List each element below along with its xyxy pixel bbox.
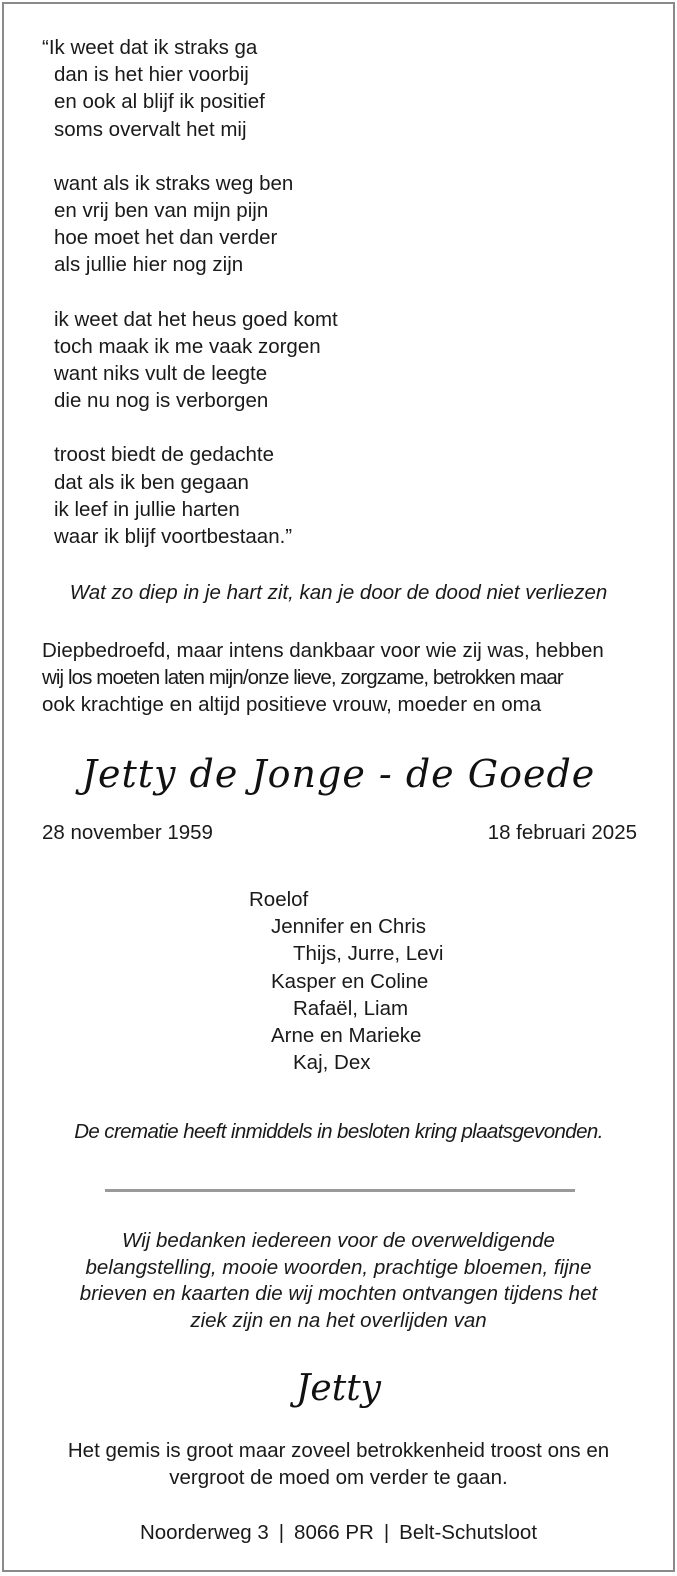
poem-line: ik leef in jullie harten [54,497,240,521]
thanks-message [4,1228,673,1334]
birth-date: 28 november 1959 [42,821,213,844]
closing-line: vergroot de moed om verder te gaan. [169,1465,508,1489]
motto: Wat zo diep in je hart zit, kan je door de dood niet verliezen [69,581,608,604]
closing-line: Het gemis is groot maar zoveel betrokkenheid troost ons en [67,1439,610,1462]
address-street: Noorderweg 3 [139,1521,269,1544]
thanks-line: Wij bedanken iedereen voor de overweldigende [122,1229,555,1252]
poem-line: want niks vult de leegte [54,362,268,386]
address-city: Belt-Schutsloot [399,1521,538,1544]
family-member: Rafaël, Liam [293,996,409,1020]
address-postal-code: 8066 PR [294,1521,374,1544]
cremation-notice: De crematie heeft inmiddels in besloten kring plaatsgevonden. [74,1120,603,1143]
poem-line: want als ik straks weg ben [54,171,294,195]
deceased-full-name: Jetty de Jonge - de Goede [81,752,596,796]
closing-message [4,1438,673,1491]
poem-line: dan is het hier voorbij [54,63,249,87]
address-separator: | [278,1521,285,1544]
address [4,1521,673,1545]
poem-line: dat als ik ben gegaan [54,470,249,494]
poem-line: troost biedt de gedachte [54,443,274,467]
divider [105,1189,575,1192]
poem-line: en vrij ben van mijn pijn [54,199,269,223]
poem-line: waar ik blijf voortbestaan.” [54,525,293,549]
death-date: 18 februari 2025 [487,821,637,844]
announcement [42,637,642,719]
poem-line: en ook al blijf ik positief [54,90,265,114]
announcement-line: wij los moeten laten mijn/onze lieve, zorgzame, betrokken maar [42,666,563,690]
family-member: Thijs, Jurre, Levi [293,942,444,966]
poem-line: die nu nog is verborgen [54,389,269,413]
poem-stanza [42,170,642,279]
obituary-card [2,2,675,1572]
announcement-line: Diepbedroefd, maar intens dankbaar voor wie zij was, hebben [42,639,604,662]
poem-line: als jullie hier nog zijn [54,253,244,277]
thanks-line: belangstelling, mooie woorden, prachtige bloemen, fijne [85,1255,592,1279]
family-member: Arne en Marieke [271,1024,422,1048]
poem-line: soms overvalt het mij [54,117,247,141]
poem-stanza [42,34,642,143]
poem-line: “Ik weet dat ik straks ga [42,36,258,59]
family-member: Roelof [249,888,309,911]
family-member: Jennifer en Chris [271,915,426,939]
poem-stanza [42,306,642,415]
thanks-line: brieven en kaarten die wij mochten ontvangen tijdens het [79,1282,598,1305]
poem-line: toch maak ik me vaak zorgen [54,334,321,358]
poem [42,34,642,577]
deceased-short-name: Jetty [295,1368,381,1409]
thanks-line: ziek zijn en na het overlijden van [190,1308,487,1332]
family-list [249,886,443,1076]
poem-line: ik weet dat het heus goed komt [54,307,338,331]
family-member: Kaj, Dex [293,1051,371,1075]
announcement-line: ook krachtige en altijd positieve vrouw, moeder en oma [42,693,542,717]
poem-stanza [42,441,642,550]
family-member: Kasper en Coline [271,969,429,993]
address-separator: | [383,1521,390,1544]
poem-line: hoe moet het dan verder [54,226,278,250]
